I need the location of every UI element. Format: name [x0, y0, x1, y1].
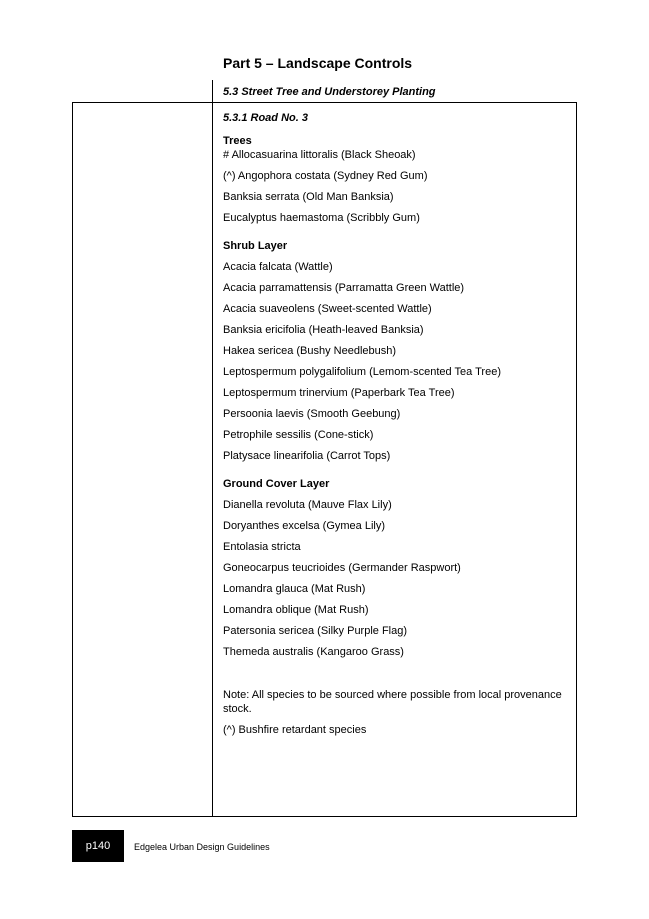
ground-cover-group [223, 477, 566, 659]
list-item: Persoonia laevis (Smooth Geebung) [223, 408, 401, 420]
ground-cover-list [223, 498, 566, 659]
content-box [72, 102, 577, 817]
list-item: Acacia suaveolens (Sweet-scented Wattle) [223, 303, 432, 315]
list-item: Entolasia stricta [223, 541, 301, 553]
list-item: Platysace linearifolia (Carrot Tops) [223, 450, 391, 462]
list-item: Goneocarpus teucrioides (Germander Raspwort) [223, 562, 461, 574]
trees-group [223, 134, 566, 225]
page-number-badge: p140 [72, 830, 124, 862]
list-item: Banksia ericifolia (Heath-leaved Banksia) [223, 324, 424, 336]
list-item: Dianella revoluta (Mauve Flax Lily) [223, 499, 392, 511]
list-item: Patersonia sericea (Silky Purple Flag) [223, 625, 408, 637]
notes [223, 688, 566, 737]
list-item: Banksia serrata (Old Man Banksia) [223, 191, 394, 203]
provenance-note: Note: All species to be sourced where possible from local provenance stock. [223, 689, 562, 715]
bushfire-legend: (^) Bushfire retardant species [223, 724, 367, 736]
shrub-layer-group [223, 239, 566, 463]
list-item: Eucalyptus haemastoma (Scribbly Gum) [223, 212, 420, 224]
list-item: Leptospermum polygalifolium (Lemom-scented Tea Tree) [223, 366, 501, 378]
column-divider [212, 103, 213, 816]
list-item: Acacia parramattensis (Parramatta Green Wattle) [223, 282, 465, 294]
trees-list [223, 148, 566, 225]
trees-heading: Trees [223, 135, 252, 147]
list-item: Themeda australis (Kangaroo Grass) [223, 646, 404, 658]
list-item: Leptospermum trinervium (Paperbark Tea Tree) [223, 387, 455, 399]
section-heading: 5.3 Street Tree and Understorey Planting [223, 86, 436, 98]
list-item: Petrophile sessilis (Cone-stick) [223, 429, 374, 441]
list-item: # Allocasuarina littoralis (Black Sheoak) [223, 149, 416, 161]
column-divider-top [212, 80, 213, 102]
footer-document-title: Edgelea Urban Design Guidelines [134, 842, 270, 852]
ground-cover-heading: Ground Cover Layer [223, 478, 330, 490]
list-item: Lomandra glauca (Mat Rush) [223, 583, 366, 595]
road-sub-heading: 5.3.1 Road No. 3 [223, 112, 308, 124]
list-item: Lomandra oblique (Mat Rush) [223, 604, 369, 616]
page-title: Part 5 – Landscape Controls [223, 55, 413, 71]
shrub-layer-heading: Shrub Layer [223, 240, 288, 252]
list-item: Acacia falcata (Wattle) [223, 261, 333, 273]
list-item: Doryanthes excelsa (Gymea Lily) [223, 520, 386, 532]
list-item: (^) Angophora costata (Sydney Red Gum) [223, 170, 428, 182]
shrub-layer-list [223, 260, 566, 463]
content-column [223, 111, 566, 744]
list-item: Hakea sericea (Bushy Needlebush) [223, 345, 397, 357]
